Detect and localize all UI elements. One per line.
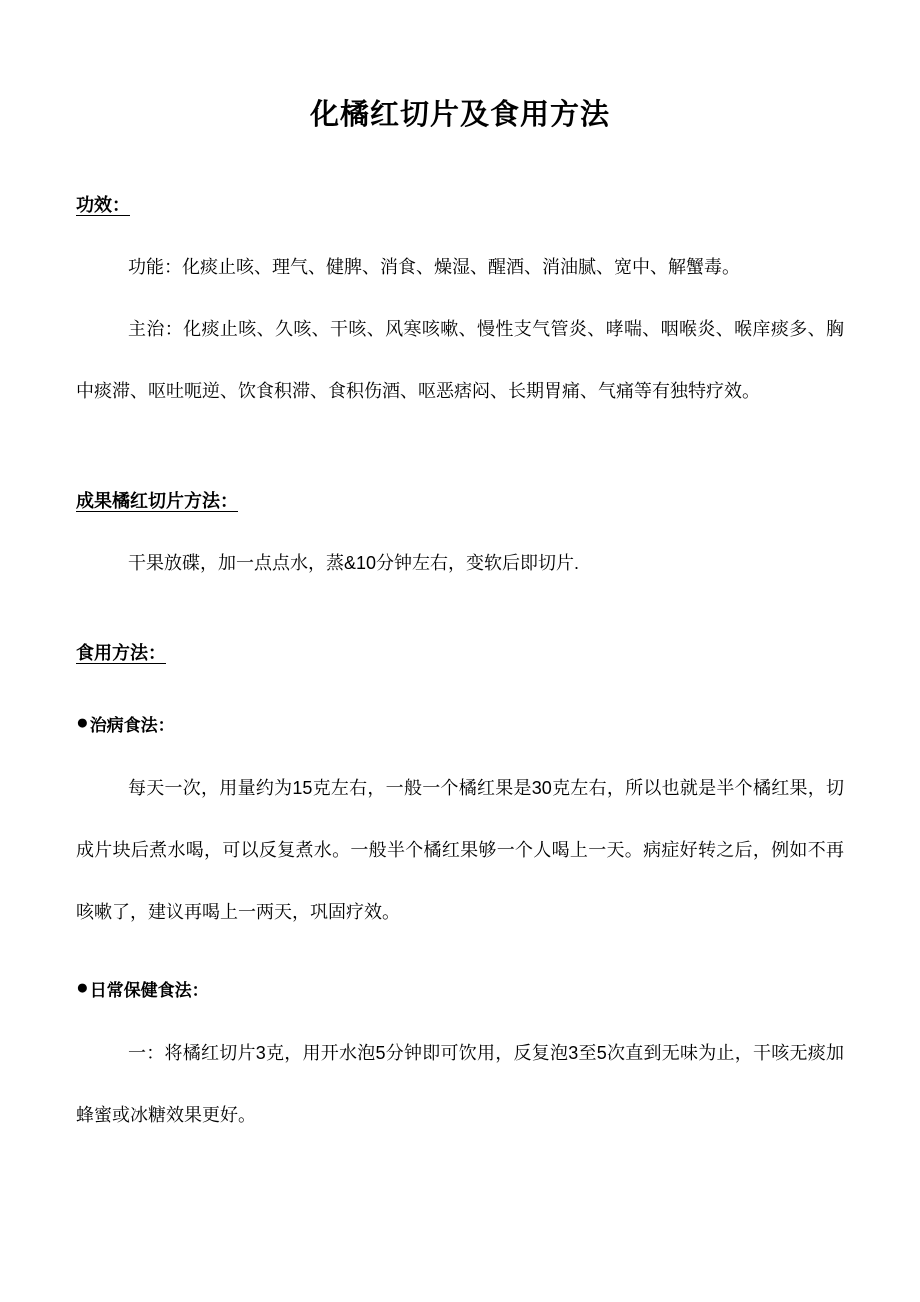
section-heading-efficacy: 功效： xyxy=(76,195,130,215)
paragraph-daily-health-diet: 一：将橘红切片3克，用开水泡5分钟即可饮用，反复泡3至5次直到无味为止，干咳无痰加蜂蜜或冰糖效果更好。 xyxy=(76,1043,844,1125)
bullet-item-daily-health xyxy=(76,957,844,1146)
bullet-item-treatment xyxy=(76,692,844,943)
paragraph-indications: 主治：化痰止咳、久咳、干咳、风寒咳嗽、慢性支气管炎、哮喘、咽喉炎、喉庠痰多、胸中痰滞、呕吐呃逆、饮食积滞、食积伤酒、呕恶痞闷、长期胃痛、气痛等有独特疗效。 xyxy=(76,319,844,401)
document-title: 化橘红切片及食用方法 xyxy=(309,99,610,131)
section-efficacy xyxy=(76,174,844,422)
section-eating-method xyxy=(76,622,844,1146)
subheading-daily-health-diet: 日常保健食法： xyxy=(89,981,209,1000)
paragraph-treatment-diet: 每天一次，用量约为15克左右，一般一个橘红果是30克左右，所以也就是半个橘红果，切成片块后煮水喝，可以反复煮水。一般半个橘红果够一个人喝上一天。病症好转之后，例如不再咳嗽了，建议再喝上一两天，巩固疗效。 xyxy=(76,778,844,922)
paragraph-functions: 功能：化痰止咳、理气、健脾、消食、燥湿、醒酒、消油腻、宽中、解蟹毒。 xyxy=(128,257,740,277)
subheading-treatment-diet: 治病食法： xyxy=(89,716,175,735)
section-heading-slicing-method: 成果橘红切片方法： xyxy=(76,491,238,511)
bullet-icon: ● xyxy=(76,711,89,734)
section-slicing-method xyxy=(76,470,844,594)
section-heading-eating-method: 食用方法： xyxy=(76,643,166,663)
bullet-icon: ● xyxy=(76,976,89,999)
paragraph-slicing-steps: 干果放碟，加一点点水，蒸&10分钟左右，变软后即切片. xyxy=(128,553,580,573)
